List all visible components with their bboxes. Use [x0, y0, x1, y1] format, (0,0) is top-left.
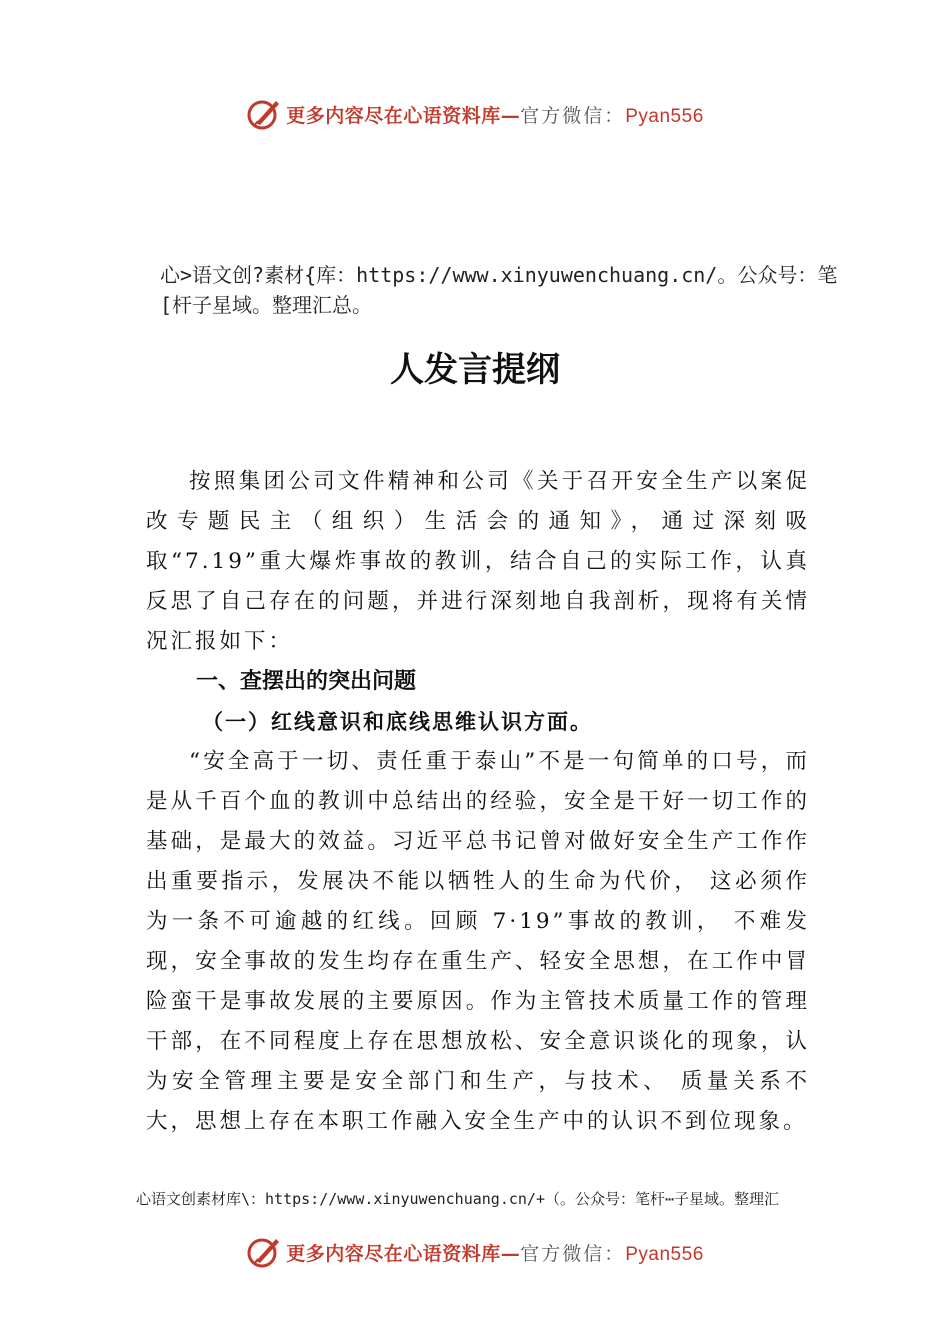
banner-dash: — [500, 1242, 521, 1265]
quill-logo-icon [246, 96, 282, 132]
banner-wechat-id: Pyan556 [625, 105, 704, 127]
source-watermark-top: 心>语文创?素材{库：https://www.xinyuwenchuang.cn/。公众号：笔[杆子星域。整理汇总。 [160, 263, 838, 317]
banner-text [286, 1239, 704, 1266]
quill-logo-icon [246, 1234, 282, 1270]
banner-main-text: 更多内容尽在心语资料库 [286, 104, 501, 127]
header-banner [0, 94, 950, 134]
page-title: 人发言提纲 [390, 350, 560, 390]
banner-dash: — [500, 104, 521, 127]
footer-banner [0, 1232, 950, 1272]
subsection-heading: （一）红线意识和底线思维认识方面。 [202, 709, 593, 734]
banner-official-label: 官方微信： [520, 104, 626, 127]
banner-wechat-id: Pyan556 [625, 1243, 704, 1265]
source-watermark-bottom: 心语文创素材库\：https://www.xinyuwenchuang.cn/+（。公众号：笔杆⋯子星域。整理汇 [136, 1190, 780, 1208]
banner-official-label: 官方微信： [520, 1242, 626, 1265]
banner-main-text: 更多内容尽在心语资料库 [286, 1242, 501, 1265]
document-body [146, 462, 810, 1142]
intro-paragraph: 按照集团公司文件精神和公司《关于召开安全生产以案促改专题民主（组织）生活会的通知》，通过深刻吸取“7.19”重大爆炸事故的教训，结合自己的实际工作，认真反思了自己存在的问题，并进行深刻地自我剖析，现将有关情况汇报如下： [146, 469, 810, 654]
banner-text [286, 101, 704, 128]
subsection-paragraph: “安全高于一切、责任重于泰山”不是一句简单的口号，而是从千百个血的教训中总结出的经验，安全是干好一切工作的基础，是最大的效益。习近平总书记曾对做好安全生产工作作出重要指示，发展决不能以牺牲人的生命为代价， 这必须作为一条不可逾越的红线。回顾 7·19”事故的教训， 不难发现，安全事故的发生均存在重生产、轻安全思想，在工作中冒险蛮干是事故发展的主要原因。作为主管技术质量工作的管理干部，在不同程度上存在思想放松、安全意识谈化的现象，认为安全管理主要是安全部门和生产，与技术、 质量关系不大，思想上存在本职工作融入安全生产中的认识不到位现象。 [146, 749, 810, 1134]
section-heading: 一、查摆出的突出问题 [196, 669, 417, 694]
